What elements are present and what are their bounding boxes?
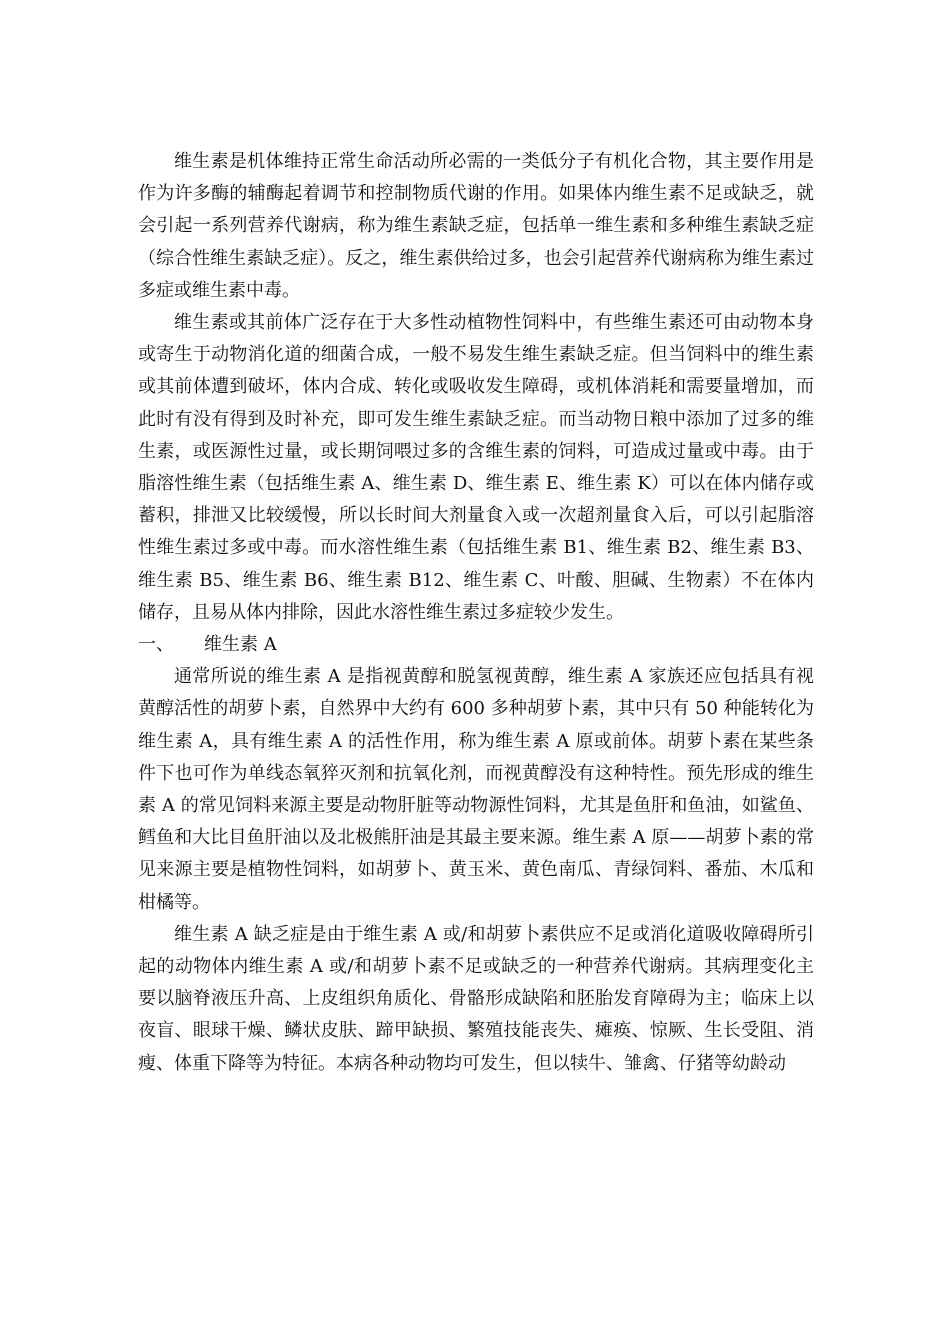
section-number: 一、: [138, 634, 174, 656]
document-body: [138, 146, 814, 1080]
paragraph-section-2: 维生素 A 缺乏症是由于维生素 A 或/和胡萝卜素供应不足或消化道吸收障碍所引起的动物体内维生素 A 或/和胡萝卜素不足或缺乏的一种营养代谢病。其病理变化主要以脑脊液压升高、上皮组织角质化、骨骼形成缺陷和胚胎发育障碍为主；临床上以夜盲、眼球干燥、鳞状皮肤、蹄甲缺损、繁殖技能丧失、瘫痪、惊厥、生长受阻、消瘦、体重下降等为特征。本病各种动物均可发生，但以犊牛、雏禽、仔猪等幼龄动: [138, 923, 814, 1074]
paragraph-intro-1: 维生素是机体维持正常生命活动所必需的一类低分子有机化合物，其主要作用是作为许多酶的辅酶起着调节和控制物质代谢的作用。如果体内维生素不足或缺乏，就会引起一系列营养代谢病，称为维生素缺乏症，包括单一维生素和多种维生素缺乏症（综合性维生素缺乏症）。反之，维生素供给过多，也会引起营养代谢病称为维生素过多症或维生素中毒。: [138, 151, 814, 301]
section-heading: [138, 629, 814, 661]
section-title: 维生素 A: [204, 634, 277, 656]
paragraph-section-1: 通常所说的维生素 A 是指视黄醇和脱氢视黄醇，维生素 A 家族还应包括具有视黄醇活性的胡萝卜素，自然界中大约有 600 多种胡萝卜素，其中只有 50 种能转化为维生素 A，具有维生素 A 的活性作用，称为维生素 A 原或前体。胡萝卜素在某些条件下也可作为单线态氧猝灭剂和抗氧化剂，而视黄醇没有这种特性。预先形成的维生素 A 的常见饲料来源主要是动物肝脏等动物源性饲料，尤其是鱼肝和鱼油，如鲨鱼、鳕鱼和大比目鱼肝油以及北极熊肝油是其最主要来源。维生素 A 原——胡萝卜素的常见来源主要是植物性饲料，如胡萝卜、黄玉米、黄色南瓜、青绿饲料、番茄、木瓜和柑橘等。: [138, 666, 814, 913]
paragraph-intro-2: 维生素或其前体广泛存在于大多性动植物性饲料中，有些维生素还可由动物本身或寄生于动物消化道的细菌合成，一般不易发生维生素缺乏症。但当饲料中的维生素或其前体遭到破坏，体内合成、转化或吸收发生障碍，或机体消耗和需要量增加，而此时有没有得到及时补充，即可发生维生素缺乏症。而当动物日粮中添加了过多的维生素，或医源性过量，或长期饲喂过多的含维生素的饲料，可造成过量或中毒。由于脂溶性维生素（包括维生素 A、维生素 D、维生素 E、维生素 K）可以在体内储存或蓄积，排泄又比较缓慢，所以长时间大剂量食入或一次超剂量食入后，可以引起脂溶性维生素过多或中毒。而水溶性维生素（包括维生素 B1、维生素 B2、维生素 B3、维生素 B5、维生素 B6、维生素 B12、维生素 C、叶酸、胆碱、生物素）不在体内储存，且易从体内排除，因此水溶性维生素过多症较少发生。: [138, 312, 814, 623]
